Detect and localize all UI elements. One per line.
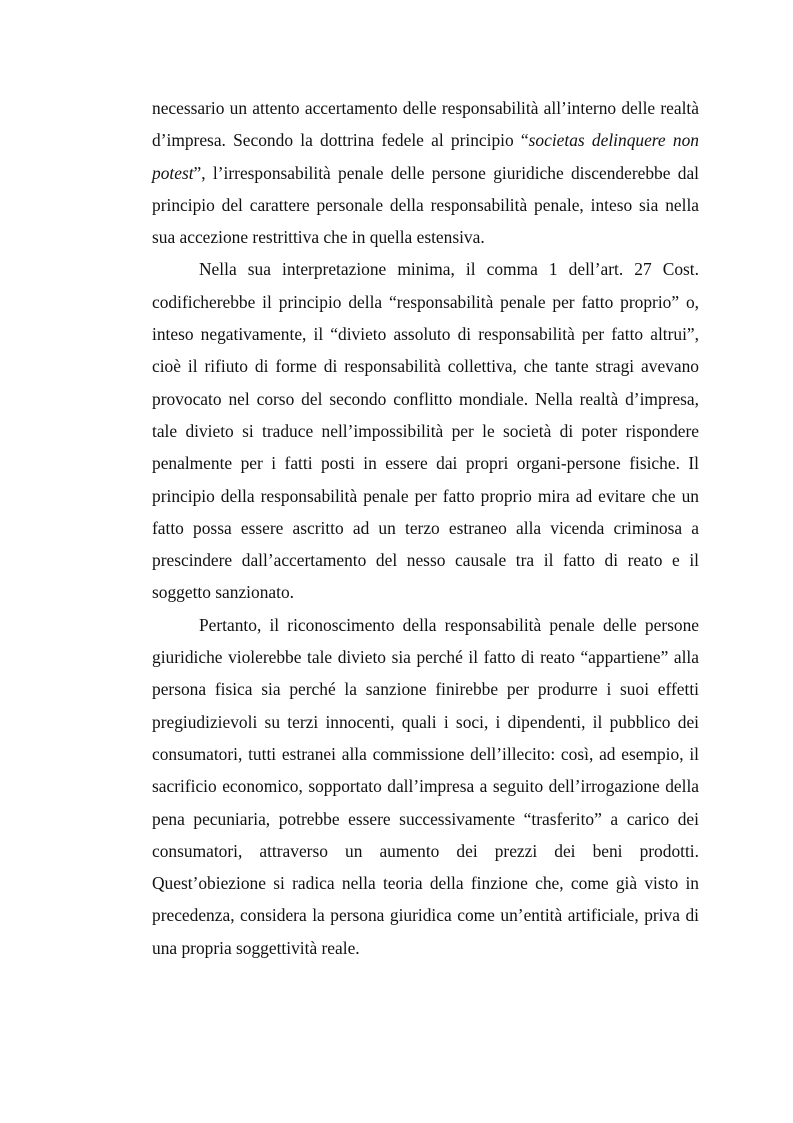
paragraph-2: Nella sua interpretazione minima, il comma 1 dell’art. 27 Cost. codificherebbe il principio della “responsabilità penale per fatto proprio” o, inteso negativamente, il “divieto assoluto di responsabilità per fatto altrui”, cioè il rifiuto di forme di responsabilità collettiva, che tante stragi avevano provocato nel corso del secondo conflitto mondiale. Nella realtà d’impresa, tale divieto si traduce nell’impossibilità per le società di poter rispondere penalmente per i fatti posti in essere dai propri organi-persone fisiche. Il principio della responsabilità penale per fatto proprio mira ad evitare che un fatto possa essere ascritto ad un terzo estraneo alla vicenda criminosa a prescindere dall’accertamento del nesso causale tra il fatto di reato e il soggetto sanzionato. xyxy=(152,259,699,603)
document-page xyxy=(152,92,699,964)
paragraph-3: Pertanto, il riconoscimento della responsabilità penale delle persone giuridiche violerebbe tale divieto sia perché il fatto di reato “appartiene” alla persona fisica sia perché la sanzione finirebbe per produrre i suoi effetti pregiudizievoli su terzi innocenti, quali i soci, i dipendenti, il pubblico dei consumatori, tutti estranei alla commissione dell’illecito: così, ad esempio, il sacrificio economico, sopportato dall’impresa a seguito dell’irrogazione della pena pecuniaria, potrebbe essere successivamente “trasferito” a carico dei consumatori, attraverso un aumento dei prezzi dei beni prodotti. Quest’obiezione si radica nella teoria della finzione che, come già visto in precedenza, considera la persona giuridica come un’entità artificiale, priva di una propria soggettività reale. xyxy=(152,614,699,958)
paragraph-1 xyxy=(152,92,699,253)
latin-phrase: societas delinquere non potest xyxy=(152,130,699,183)
paragraph-1-text-end: ”, l’irresponsabilità penale delle persone giuridiche discenderebbe dal principio del carattere personale della responsabilità penale, inteso sia nella sua accezione restrittiva che in quella estensiva. xyxy=(152,162,699,248)
paragraph-1-text-start: necessario un attento accertamento delle responsabilità all’interno delle realtà d’impresa. Secondo la dottrina fedele al principio “ xyxy=(152,98,699,151)
